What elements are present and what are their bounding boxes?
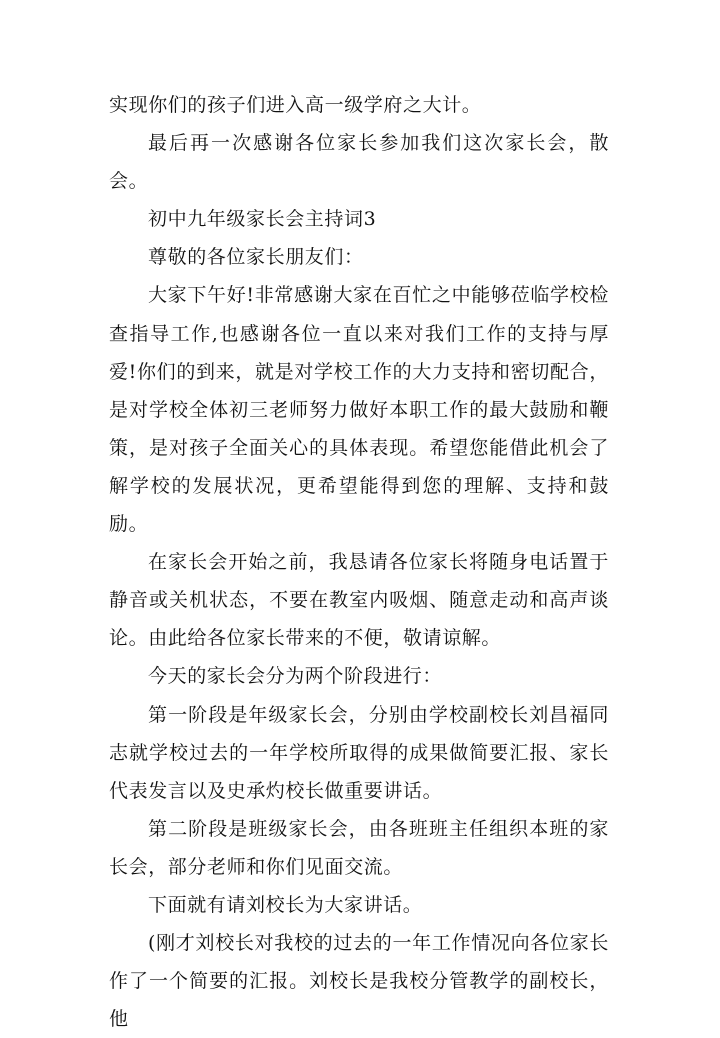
section-heading: 初中九年级家长会主持词3 [148,208,377,231]
paragraph: (刚才刘校长对我校的过去的一年工作情况向各位家长作了一个简要的汇报。刘校长是我校分管教学的副校长，他 [109,932,609,1031]
paragraph: 实现你们的孩子们进入高一级学府之大计。 [109,94,482,116]
document-body [109,86,609,1038]
paragraph: 第二阶段是班级家长会，由各班班主任组织本班的家长会，部分老师和你们见面交流。 [109,817,609,878]
paragraph: 在家长会开始之前，我恳请各位家长将随身电话置于静音或关机状态，不要在教室内吸烟、随意走动和高声谈论。由此给各位家长带来的不便，敬请谅解。 [109,551,609,650]
paragraph: 最后再一次感谢各位家长参加我们这次家长会，散会。 [109,132,609,193]
paragraph: 大家下午好!非常感谢大家在百忙之中能够莅临学校检查指导工作,也感谢各位一直以来对我们工作的支持与厚爱!你们的到来，就是对学校工作的大力支持和密切配合，是对学校全体初三老师努力做好本职工作的最大鼓励和鞭策，是对孩子全面关心的具体表现。希望您能借此机会了解学校的发展状况，更希望能得到您的理解、支持和鼓励。 [109,284,609,536]
paragraph: 第一阶段是年级家长会，分别由学校副校长刘昌福同志就学校过去的一年学校所取得的成果做简要汇报、家长代表发言以及史承灼校长做重要讲话。 [109,703,609,802]
paragraph: 下面就有请刘校长为大家讲话。 [148,893,423,916]
paragraph: 今天的家长会分为两个阶段进行： [148,665,443,688]
salutation: 尊敬的各位家长朋友们： [148,246,364,269]
